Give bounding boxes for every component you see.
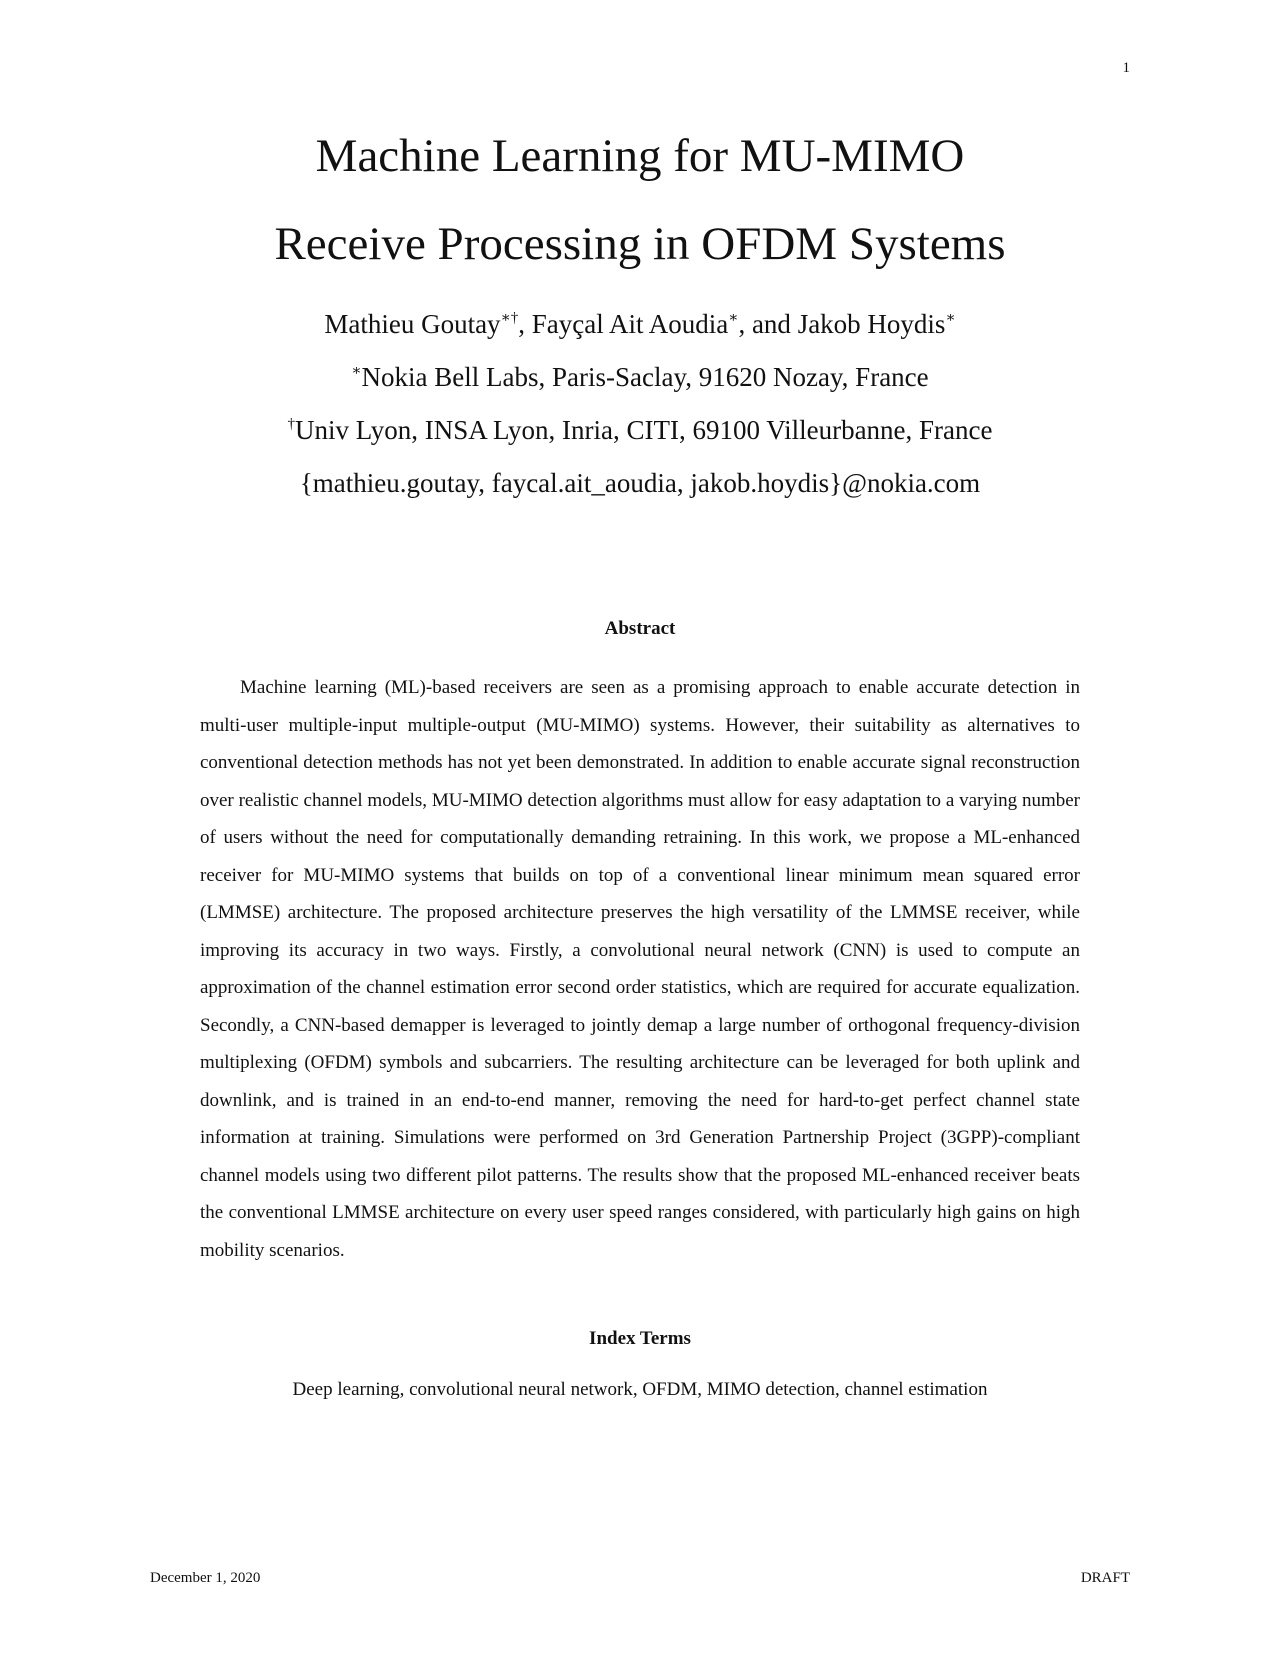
footer-draft-label: DRAFT: [1080, 1570, 1130, 1586]
author-name: Fayçal Ait Aoudia: [531, 309, 729, 339]
affiliation-line: [0, 404, 1280, 457]
abstract-heading: Abstract: [604, 618, 676, 639]
author-emails: {mathieu.goutay, faycal.ait_aoudia, jakob.hoydis}@nokia.com: [299, 468, 981, 498]
page-number: 1: [1122, 60, 1130, 76]
author-block: [0, 298, 1280, 510]
paper-title: [0, 112, 1280, 288]
author-name: Jakob Hoydis: [797, 309, 946, 339]
affiliation-mark: ∗: [728, 310, 739, 326]
affiliation-mark: ∗†: [500, 310, 519, 326]
author-name: Mathieu Goutay: [324, 309, 501, 339]
footer-date: December 1, 2020: [150, 1570, 261, 1586]
author-list: [0, 298, 1280, 351]
affiliation-line: [0, 351, 1280, 404]
affiliation-mark: ∗: [351, 363, 362, 379]
index-terms-heading: Index Terms: [589, 1328, 691, 1349]
author-separator: ,: [518, 309, 532, 339]
affiliation-text: Univ Lyon, INSA Lyon, Inria, CITI, 69100 Villeurbanne, France: [294, 415, 993, 445]
abstract-text: Machine learning (ML)-based receivers are seen as a promising approach to enable accurate detection in multi-user multiple-input multiple-output (MU-MIMO) systems. However, their suitability as alternatives to conventional detection methods has not yet been demonstrated. In addition to enable accurate signal reconstruction over realistic channel models, MU-MIMO detection algorithms must allow for easy adaptation to a varying number of users without the need for computationally demanding retraining. In this work, we propose a ML-enhanced receiver for MU-MIMO systems that builds on top of a conventional linear minimum mean squared error (LMMSE) architecture. The proposed architecture preserves the high versatility of the LMMSE receiver, while improving its accuracy in two ways. Firstly, a convolutional neural network (CNN) is used to compute an approximation of the channel estimation error second order statistics, which are required for accurate equalization. Secondly, a CNN-based demapper is leveraged to jointly demap a large number of orthogonal frequency-division multiplexing (OFDM) symbols and subcarriers. The resulting architecture can be leveraged for both uplink and downlink, and is trained in an end-to-end manner, removing the need for hard-to-get perfect channel state information at training. Simulations were performed on 3rd Generation Partnership Project (3GPP)-compliant channel models using two different pilot patterns. The results show that the proposed ML-enhanced receiver beats the conventional LMMSE architecture on every user speed ranges considered, with particularly high gains on high mobility scenarios.: [200, 677, 1080, 1261]
author-separator: , and: [738, 309, 798, 339]
title-line-1: Machine Learning for MU-MIMO: [315, 130, 965, 182]
title-line-2: Receive Processing in OFDM Systems: [274, 218, 1006, 270]
index-terms-text: Deep learning, convolutional neural network, OFDM, MIMO detection, channel estimation: [292, 1379, 988, 1400]
affiliation-mark: †: [287, 416, 295, 432]
affiliation-text: Nokia Bell Labs, Paris-Saclay, 91620 Nozay, France: [361, 362, 929, 392]
affiliation-mark: ∗: [945, 310, 956, 326]
